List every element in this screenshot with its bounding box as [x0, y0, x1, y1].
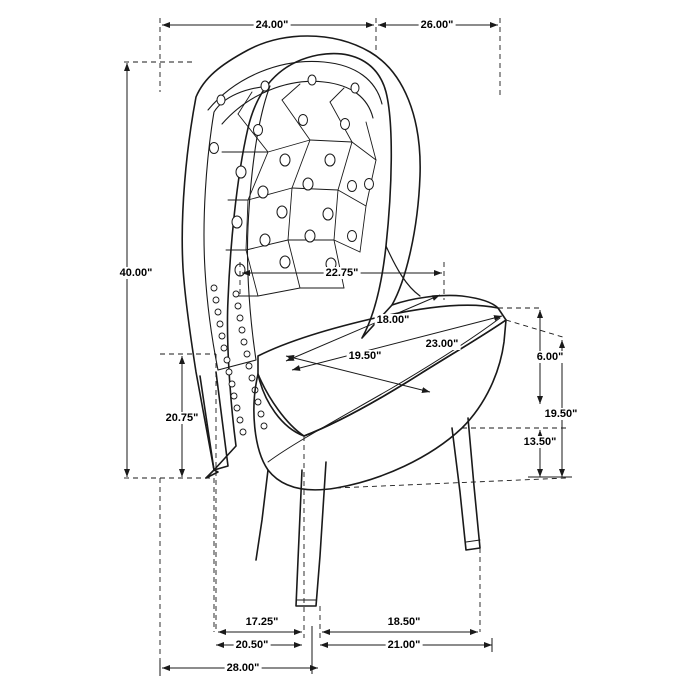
rear-leg-right [256, 470, 268, 560]
dim-label-2275: 22.75" [325, 267, 359, 279]
dim-label-23: 23.00" [425, 338, 459, 350]
back-inner-seam [222, 81, 373, 124]
front-leg-right [452, 418, 480, 550]
dim-label-24: 24.00" [255, 19, 289, 31]
dim-label-1350: 13.50" [523, 436, 557, 448]
dim-label-2050: 20.50" [235, 639, 269, 651]
chair-illustration [182, 36, 506, 606]
right-arm-curve [386, 246, 420, 296]
seat-piping [268, 318, 500, 462]
dim-label-26: 26.00" [420, 19, 454, 31]
dim-label-2100: 21.00" [387, 639, 421, 651]
dim-label-18: 18.00" [376, 314, 410, 326]
dim-label-1950-right: 19.50" [544, 408, 578, 420]
dim-label-40: 40.00" [119, 267, 153, 279]
dim-label-1950-seat: 19.50" [348, 350, 382, 362]
seat-front-edge [254, 320, 506, 490]
dimension-lines [124, 18, 572, 676]
dim-label-2075: 20.75" [165, 412, 199, 424]
dim-label-28: 28.00" [226, 662, 260, 674]
tufting-buttons [210, 75, 374, 276]
dim-label-6: 6.00" [536, 351, 564, 363]
dim-label-1850: 18.50" [387, 616, 421, 628]
front-foot-right [466, 540, 480, 542]
extension-lines [124, 18, 566, 662]
dim-label-1725: 17.25" [245, 616, 279, 628]
front-leg-center [296, 462, 326, 606]
